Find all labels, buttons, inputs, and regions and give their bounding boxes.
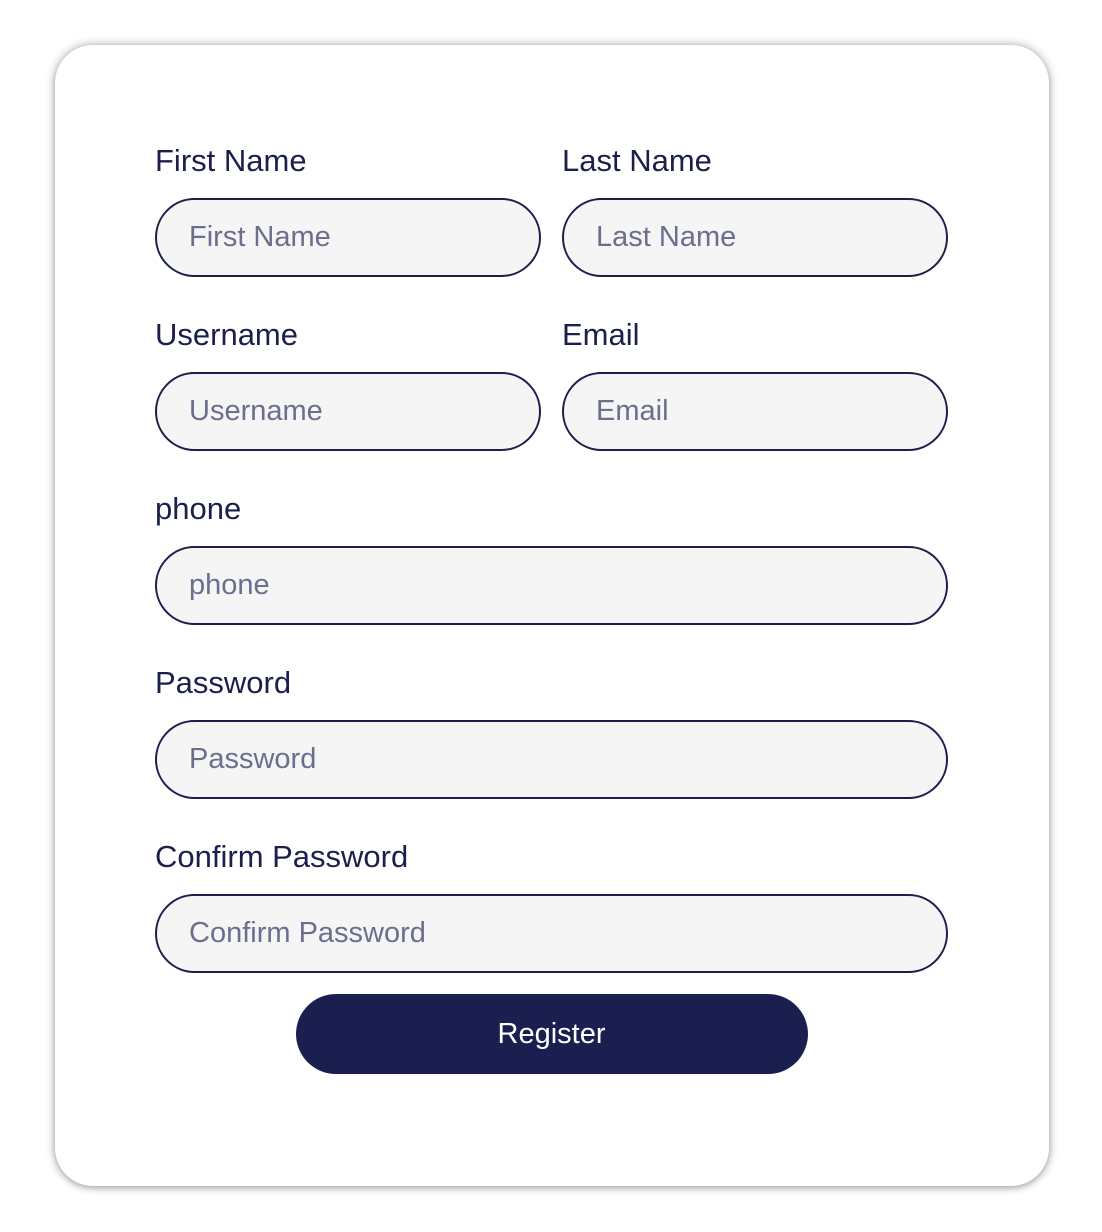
registration-card bbox=[55, 45, 1049, 1186]
confirm-password-row bbox=[155, 837, 948, 973]
username-group bbox=[155, 315, 541, 451]
account-row bbox=[155, 315, 948, 451]
password-group bbox=[155, 663, 948, 799]
email-group bbox=[562, 315, 948, 451]
phone-group bbox=[155, 489, 948, 625]
last-name-input[interactable] bbox=[562, 198, 948, 277]
name-row bbox=[155, 141, 948, 277]
phone-input[interactable] bbox=[155, 546, 948, 625]
password-label: Password bbox=[155, 665, 292, 700]
password-input[interactable] bbox=[155, 720, 948, 799]
confirm-password-group bbox=[155, 837, 948, 973]
first-name-group bbox=[155, 141, 541, 277]
username-label: Username bbox=[155, 317, 298, 352]
submit-wrapper bbox=[155, 994, 948, 1074]
register-button[interactable]: Register bbox=[296, 994, 808, 1074]
registration-form bbox=[155, 141, 948, 1074]
email-input[interactable] bbox=[562, 372, 948, 451]
last-name-label: Last Name bbox=[562, 143, 712, 178]
last-name-group bbox=[562, 141, 948, 277]
phone-label: phone bbox=[155, 491, 242, 526]
confirm-password-input[interactable] bbox=[155, 894, 948, 973]
password-row bbox=[155, 663, 948, 799]
phone-row bbox=[155, 489, 948, 625]
email-label: Email bbox=[562, 317, 640, 352]
first-name-input[interactable] bbox=[155, 198, 541, 277]
confirm-password-label: Confirm Password bbox=[155, 839, 409, 874]
username-input[interactable] bbox=[155, 372, 541, 451]
first-name-label: First Name bbox=[155, 143, 307, 178]
